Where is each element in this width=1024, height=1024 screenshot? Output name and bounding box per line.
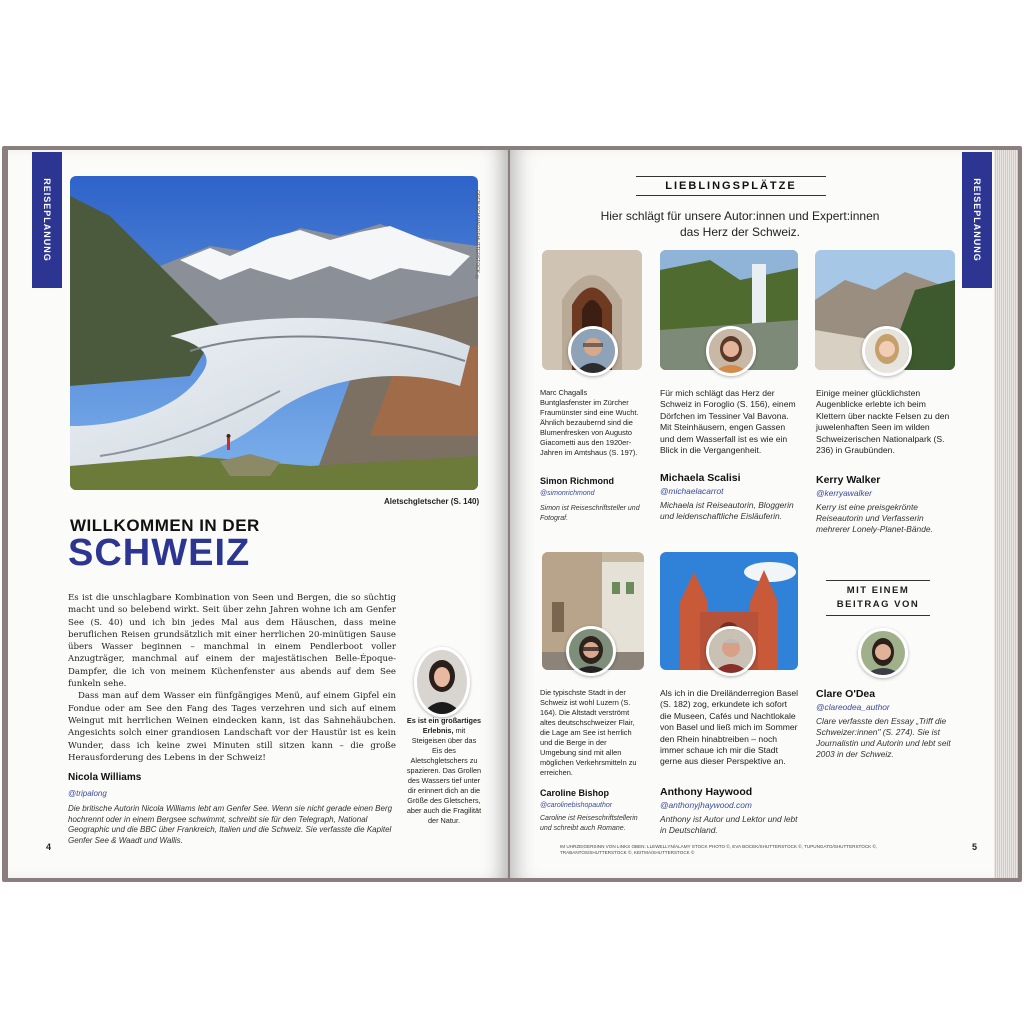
body-text [68,592,396,764]
avatar-michaela-scalisi [706,326,756,376]
bio-kerry: Kerry ist eine preisgekrönte Reiseautorin und Verfasserin mehrerer Lonely-Planet-Bände. [816,502,933,534]
author-avatar [414,647,470,717]
photo-caption: Aletschgletscher (S. 140) [384,497,480,506]
bio-michaela: Michaela ist Reiseautorin, Bloggerin und leidenschaftliche Eisläuferin. [660,500,794,521]
quote-bold: Es ist ein großartiges Erlebnis, [406,716,482,735]
left-page [8,150,508,878]
bio-caroline: Caroline ist Reiseschriftstellerin und schreibt auch Romane. [540,815,638,832]
handle-anthony: @anthonyjhaywood.com [660,800,752,810]
name-clare: Clare O'Dea [816,688,876,700]
section-tab [32,152,62,288]
contribution-heading-line2: BEITRAG VON [836,599,920,610]
contribution-heading [826,580,930,616]
heading-line2: SCHWEIZ [68,532,251,574]
avatar-clare-odea [858,628,908,678]
handle-kerry: @kerryawalker [816,488,872,498]
avatar-anthony-haywood [706,626,756,676]
quote-text: mit Steigeisen über das Eis des Aletschgletschers zu spazieren. Das Grollen des Wassers tief unter dir erinnert dich an die Größe des Gletschers, aber auch die Fragilität der Natur. [406,726,482,825]
photo-credit: ODEN SCHWARZ/SHUTTERSTOCK © [474,190,480,281]
handle-clare: @clareodea_author [816,702,890,712]
avatar-simon-richmond [568,326,618,376]
glacier-illustration [70,176,478,490]
avatar-caroline-bishop [566,626,616,676]
bio-clare: Clare verfasste den Essay „Triff die Schweizer:innen" (S. 274). Sie ist Journalistin und Autorin und lebt seit 2003 in der Schweiz. [816,716,951,759]
section-tab-label: REISEPLANUNG [42,178,52,262]
heading-line1: WILLKOMMEN IN DER [70,516,260,535]
body-paragraph-2: Dass man auf dem Wasser ein fünfgängiges Menü, auf einem Gipfel ein Fondue oder am See den Fang des Tages verzehren und sich auf einem Weingut mit herrlichen Weinen eindecken kann, ist das Sahnehäubchen. Angesichts solch einer grandiosen Landschaft vor der Haustür ist es kein Wunder, dass ich keine zwei Minuten still sitzen kann – die große Herausforderung des Lebens in der Schweiz! [68,691,396,763]
page-number: 4 [46,842,52,852]
name-michaela: Michaela Scalisi [660,472,741,484]
section-title: LIEBLINGSPLÄTZE [636,176,826,196]
author-handle: @tripalong [68,789,107,798]
caption-kerry: Einige meiner glücklichsten Augenblicke erlebte ich beim Klettern über nackte Felsen zu den juwelenhaften Seen im wilden Schweizerischen Nationalpark (S. 236) in Graubünden. [816,388,950,456]
caption-simon: Marc Chagalls Buntglasfenster im Zürcher Fraumünster sind eine Wucht. Ähnlich bezaubernd sind die Blumenfresken von Augusto Giacometti aus den 1920er-Jahren im Amtshaus (S. 197). [540,388,639,457]
handle-simon: @simonrichmond [540,490,595,497]
name-kerry: Kerry Walker [816,474,881,486]
section-tab [962,152,992,288]
photo-credits: IM UHRZEIGERSINN VON LINKS OBEN: LLEWELLYN/ALAMY STOCK PHOTO ©, EVA BOCEK/SHUTTERSTOCK ©, TUPUNGATO/SHUTTERSTOCK ©, TRABANTOS/SHUTTERSTOCK ©, KEITMA/SHUTTERSTOCK © [560,844,878,855]
handle-michaela: @michaelacarrot [660,486,724,496]
glacier-photo [70,176,478,490]
quote-box [406,716,482,826]
page-number: 5 [972,842,978,852]
author-bio: Die britische Autorin Nicola Williams lebt am Genfer See. Wenn sie nicht gerade einen Berg hochrennt oder in einem Bergsee schwimmt, schreibt sie für den Telegraph, National Geographic und die BBC über Frankreich, Italien und die Schweiz. Sie verfasste die Kapitel Genfer See & Waadt und Wallis. [68,804,393,845]
handle-caroline: @carolinebishopauthor [540,802,613,809]
name-caroline: Caroline Bishop [540,788,610,798]
contribution-heading-line1: MIT EINEM [846,585,910,596]
bio-anthony: Anthony ist Autor und Lektor und lebt in Deutschland. [660,814,798,835]
author-name: Nicola Williams [68,772,142,783]
section-subtitle [550,208,930,240]
name-simon: Simon Richmond [540,476,614,486]
subtitle-line2: das Herz der Schweiz. [679,225,801,239]
subtitle-line1: Hier schlägt für unsere Autor:innen und Expert:innen [600,209,880,223]
name-anthony: Anthony Haywood [660,786,753,798]
avatar-kerry-walker [862,326,912,376]
body-paragraph-1: Es ist die unschlagbare Kombination von Seen und Bergen, die so süchtig macht und so belebend wirkt. Seit über zehn Jahren wohne ich am Genfer See (S. 40) und ich bin jedes Mal aus dem Häuschen, dass meine beruflichen Reisen grundsätzlich mit einer herrlichen 20-minütigen Sause übers Wasser beginnen – manchmal in einem Pendlerboot voller Anzugträger, manchmal auf einem der majestätischen Belle-Époque-Dampfer, die ich von meinem Küchenfenster aus abends auf dem See funkeln sehe. [68,593,396,690]
section-tab-label: REISEPLANUNG [972,178,982,262]
caption-anthony: Als ich in die Dreiländerregion Basel (S. 182) zog, erkundete ich sofort die Museen, Cafés und Nachtlokale von Basel und ließ mich im Sommer den Rhein hinabtreiben – noch immer schaue ich mir die Stadt gerne aus dieser Perspektive an. [660,688,799,767]
caption-caroline: Die typischste Stadt in der Schweiz ist wohl Luzern (S. 164). Die Altstadt verströmt altes deutschschweizer Flair, die Lage am See ist herrlich und die Berge in der Umgebung sind mit allen möglichen Verkehrsmitteln zu erreichen. [540,688,637,777]
caption-michaela: Für mich schlägt das Herz der Schweiz in Foroglio (S. 156), einem Dörfchen im Tessiner Val Bavona. Mit Steinhäusern, engen Gassen und dem Wasserfall ist es wie ein Blick in die Vergangenheit. [660,388,796,456]
bio-simon: Simon ist Reiseschriftsteller und Fotograf. [540,505,640,522]
page-edges [994,150,1018,878]
right-page [510,150,994,878]
